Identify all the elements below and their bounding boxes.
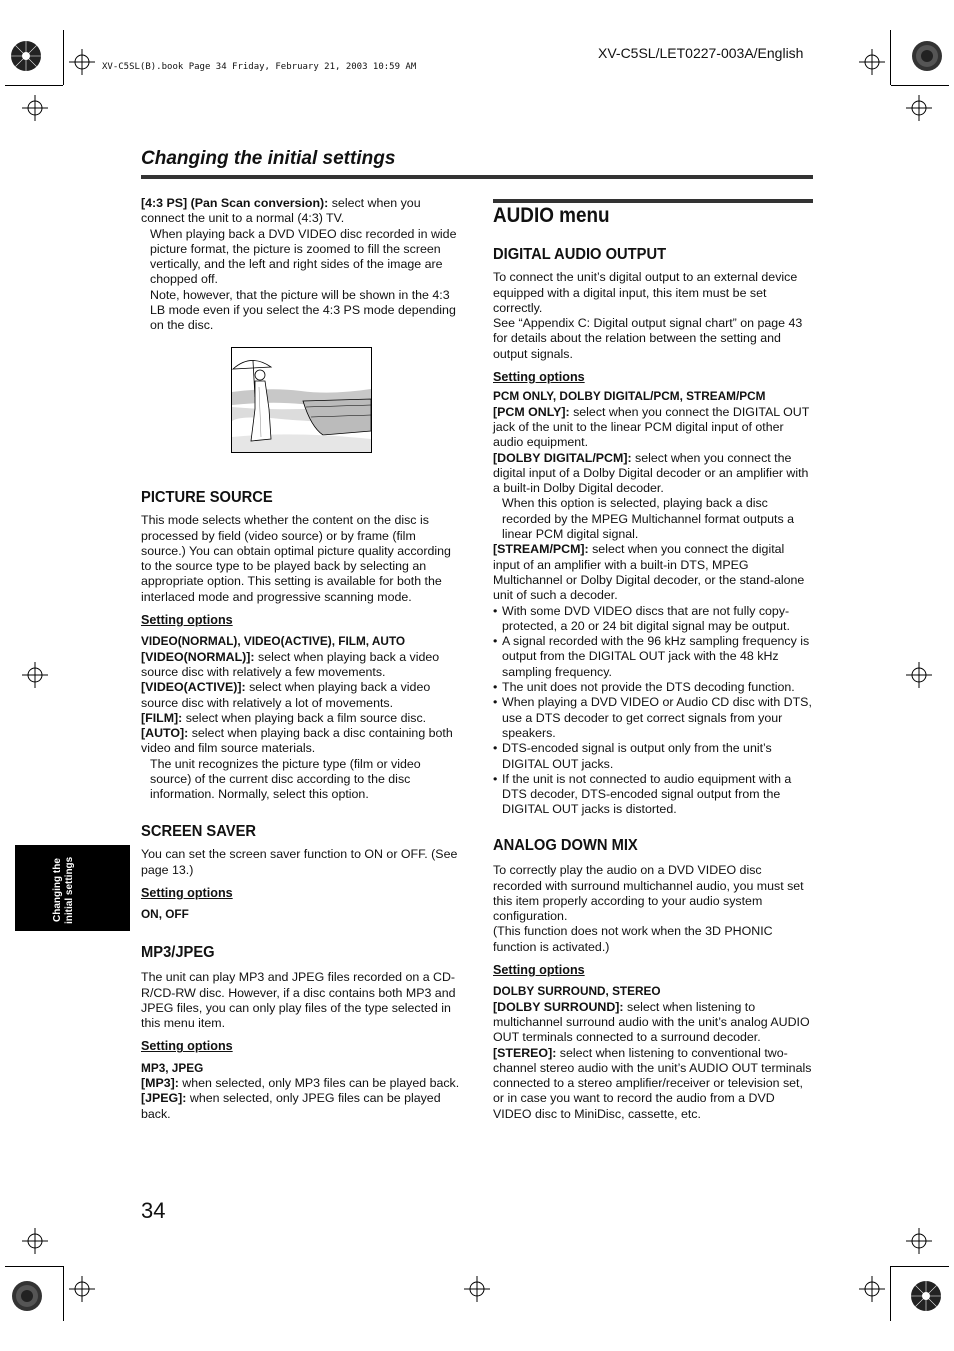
- list-item: • If the unit is not connected to audio equipment with a DTS decoder, DTS-encoded signal output from the DIGITAL OUT jacks is distorted.: [493, 772, 813, 818]
- digital-audio-see-also: See “Appendix C: Digital output signal chart” on page 43 for details about the relation between the setting and output signals.: [493, 316, 803, 361]
- mp3-jpeg-options: MP3, JPEG: [141, 1060, 204, 1075]
- notes-list: [493, 604, 813, 818]
- option-item: [FILM]: select when playing back a film source disc.: [141, 710, 427, 725]
- mp3-jpeg-body: The unit can play MP3 and JPEG files recorded on a CD-R/CD-RW disc. However, if a disc contains both MP3 and JPEG files, you can only play files of the type selected in this menu item.: [141, 970, 456, 1031]
- option-item: [VIDEO(NORMAL)]: select when playing back a video source disc with relatively a few movements.: [141, 649, 440, 679]
- digital-audio-body: To connect the unit’s digital output to an external device equipped with a digital input, this item must be set correctly.: [493, 270, 798, 315]
- audio-menu-rule: [493, 199, 813, 203]
- dolby-note: When this option is selected, playing back a disc recorded by the MPEG Multichannel format outputs a linear PCM digital signal.: [502, 496, 795, 542]
- audio-menu-title: AUDIO menu: [493, 204, 610, 227]
- picture-source-heading: PICTURE SOURCE: [141, 489, 273, 506]
- list-item: • With some DVD VIDEO discs that are not fully copy-protected, a 20 or 24 bit digital signal may be output.: [493, 604, 813, 635]
- setting-options-label: Setting options: [141, 613, 233, 628]
- list-item: • The unit does not provide the DTS decoding function.: [493, 680, 813, 695]
- analog-down-mix-body: To correctly play the audio on a DVD VIDEO disc recorded with surround multichannel audio, you must set this item properly according to your audio system configuration.: [493, 863, 804, 924]
- option-item: [DOLBY SURROUND]: select when listening to multichannel surround audio with the unit’s analog AUDIO OUT terminals connected to a surround decoder.: [493, 999, 810, 1045]
- analog-down-mix-note: (This function does not work when the 3D PHONIC function is activated.): [493, 924, 773, 954]
- mp3-jpeg-heading: MP3/JPEG: [141, 944, 215, 961]
- screen-saver-body: You can set the screen saver function to ON or OFF. (See page 13.): [141, 847, 458, 877]
- pan-scan-note: Note, however, that the picture will be shown in the 4:3 LB mode even if you select the 4:3 PS mode depending on the disc.: [150, 287, 456, 333]
- list-item: • A signal recorded with the 96 kHz sampling frequency is output from the DIGITAL OUT jack with the 48 kHz sampling frequency.: [493, 634, 813, 680]
- setting-options-label: Setting options: [493, 370, 585, 385]
- setting-options-label: Setting options: [141, 885, 233, 900]
- option-item: [STEREO]: select when listening to conventional two-channel stereo audio with the unit’s AUDIO OUT terminals connected to a stereo amplifier/receiver or television set, or in case you want to record the audio from a DVD VIDEO disc to MiniDisc, cassette, etc.: [493, 1045, 812, 1121]
- analog-down-mix-options: DOLBY SURROUND, STEREO: [493, 984, 661, 999]
- digital-audio-options: PCM ONLY, DOLBY DIGITAL/PCM, STREAM/PCM: [493, 389, 766, 404]
- analog-down-mix-heading: ANALOG DOWN MIX: [493, 837, 638, 854]
- screen-saver-heading: SCREEN SAVER: [141, 823, 257, 840]
- page-number: 34: [141, 1198, 166, 1223]
- print-info-line: XV-C5SL(B).book Page 34 Friday, February 21, 2003 10:59 AM: [102, 62, 417, 72]
- left-column: [141, 196, 461, 334]
- option-item: [AUTO]: select when playing back a disc containing both video and film source materials.: [141, 726, 453, 756]
- option-item: [JPEG]: when selected, only JPEG files can be played back.: [141, 1091, 441, 1121]
- doc-id: XV-C5SL/LET0227-003A/English: [598, 45, 804, 61]
- chapter-rule: [141, 175, 813, 179]
- digital-audio-output-section: [493, 247, 813, 818]
- picture-source-section: [141, 490, 463, 803]
- pan-scan-illustration: [231, 347, 372, 453]
- auto-note: The unit recognizes the picture type (film or video source) of the current disc according to the disc information. Normally, select this option.: [150, 756, 421, 802]
- picture-source-options: VIDEO(NORMAL), VIDEO(ACTIVE), FILM, AUTO: [141, 634, 406, 649]
- mp3-jpeg-section: [141, 945, 463, 1122]
- picture-source-body: This mode selects whether the content on the disc is processed by field (video source) or by frame (film source.) You can obtain optimal picture quality according to the source type to be played back by selecting an appropriate option. This setting is available for both the interlaced mode and progressive scanning mode.: [141, 513, 451, 604]
- digital-audio-heading: DIGITAL AUDIO OUTPUT: [493, 246, 667, 263]
- list-item: • When playing a DVD VIDEO or Audio CD disc with DTS, use a DTS decoder to get correct signals from your speakers.: [493, 695, 813, 741]
- pan-scan-detail: When playing back a DVD VIDEO disc recorded in wide picture format, the picture is zoomed to fill the screen vertically, and the left and right sides of the image are chopped off.: [150, 226, 457, 287]
- analog-down-mix-section: [493, 838, 813, 1122]
- option-item: [PCM ONLY]: select when you connect the DIGITAL OUT jack of the unit to the linear PCM digital input of other audio equipment.: [493, 404, 810, 450]
- option-item: [STREAM/PCM]: select when you connect the digital input of an amplifier with a built-in DTS, MPEG Multichannel or Dolby Digital decoder, or the stand-alone unit of such a decoder.: [493, 542, 805, 603]
- chapter-title: Changing the initial settings: [141, 148, 396, 169]
- pan-scan-desc: [4:3 PS] (Pan Scan conversion): select when you connect the unit to a normal (4:3) TV.: [141, 196, 421, 226]
- list-item: • DTS-encoded signal is output only from the unit’s DIGITAL OUT jacks.: [493, 741, 813, 772]
- option-item: [VIDEO(ACTIVE)]: select when playing back a video source disc with relatively a lot of movements.: [141, 680, 431, 710]
- option-item: [MP3]: when selected, only MP3 files can be played back.: [141, 1076, 460, 1091]
- screen-saver-options: ON, OFF: [141, 907, 189, 922]
- side-tab-label: Changing the initial settings: [52, 856, 75, 924]
- option-item: [DOLBY DIGITAL/PCM]: select when you connect the digital input of a Dolby Digital decoder or an amplifier with a built-in Dolby Digital decoder.: [493, 450, 809, 496]
- screen-saver-section: [141, 824, 463, 922]
- pan-scan-label: [4:3 PS] (Pan Scan conversion):: [141, 196, 329, 210]
- setting-options-label: Setting options: [493, 963, 585, 978]
- setting-options-label: Setting options: [141, 1039, 233, 1054]
